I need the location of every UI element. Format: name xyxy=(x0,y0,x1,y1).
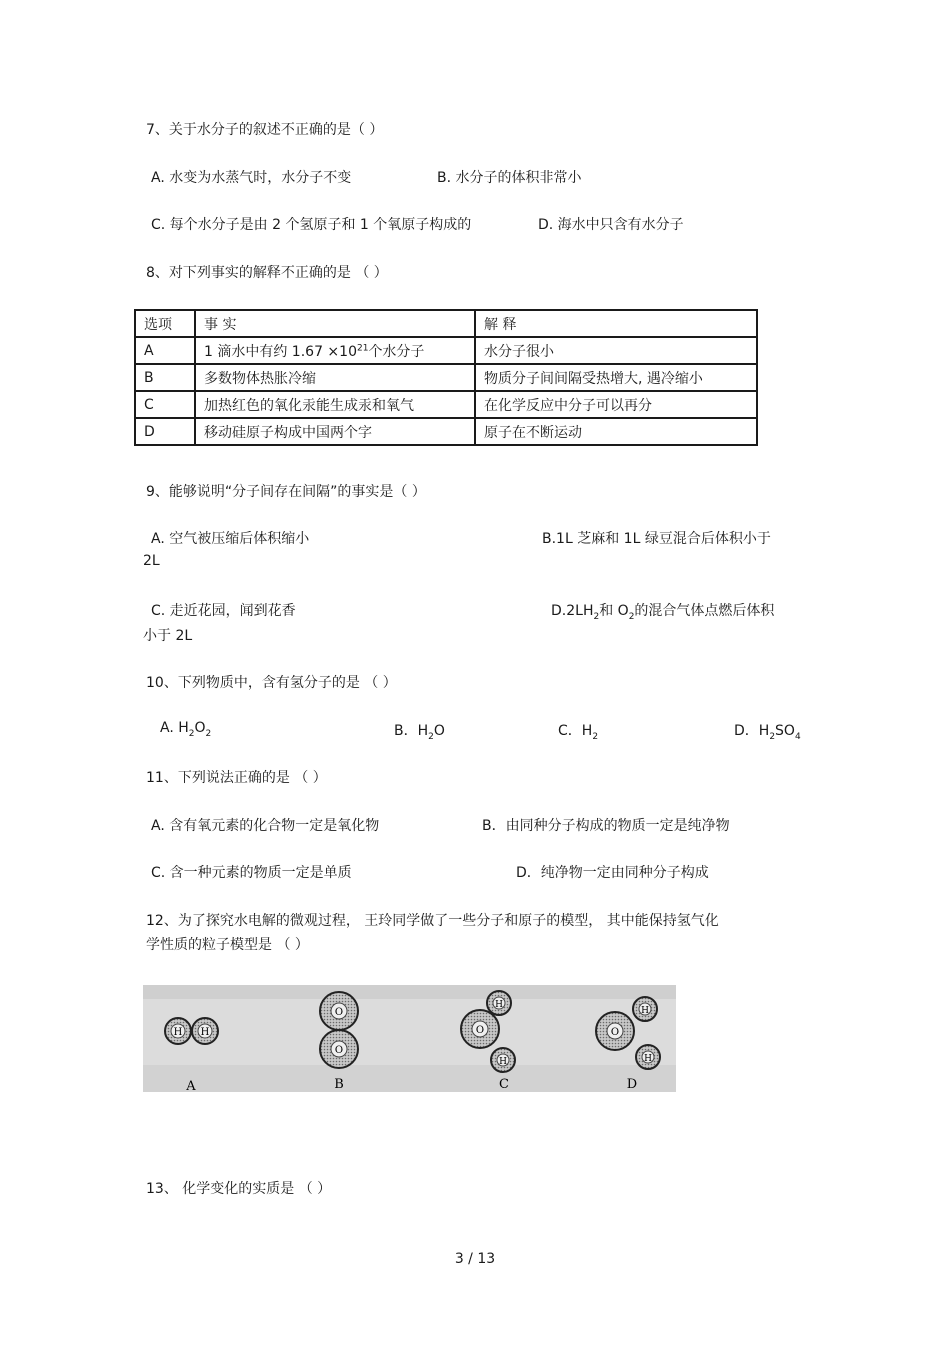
table-cell-explanation: 在化学反应中分子可以再分 xyxy=(475,391,757,418)
q11-option-d: D．纯净物一定由同种分子构成 xyxy=(516,865,709,881)
fact-text: 1 滴水中有约 1.67 ×10 xyxy=(204,343,357,360)
subscript: 2 xyxy=(188,728,195,739)
table-cell-fact: 多数物体热胀冷缩 xyxy=(195,364,475,391)
table-cell-option: C xyxy=(135,391,195,418)
atom-label: H xyxy=(644,1054,652,1064)
q12-stem-line2: 学性质的粒子模型是 （ ） xyxy=(146,937,309,953)
subscript: 2 xyxy=(205,728,212,739)
table-header-row xyxy=(135,310,757,337)
subscript: 2 xyxy=(428,731,434,742)
q9-option-d-text: 和 O xyxy=(599,603,629,619)
q7-option-d: D. 海水中只含有水分子 xyxy=(538,217,684,233)
q9-option-c: C. 走近花园，闻到花香 xyxy=(151,603,296,619)
q11-stem: 11、下列说法正确的是 （ ） xyxy=(146,770,327,786)
atom-label: O xyxy=(334,1007,344,1018)
table-row xyxy=(135,364,757,391)
atom-label: H xyxy=(499,1057,507,1067)
subscript: 4 xyxy=(794,731,801,742)
molecule-models-figure xyxy=(143,985,676,1092)
q11-option-a: A. 含有氧元素的化合物一定是氧化物 xyxy=(151,818,380,834)
q9-option-d-continued: 小于 2L xyxy=(143,628,193,644)
fact-exponent: 21 xyxy=(356,342,369,353)
table-cell-explanation: 原子在不断运动 xyxy=(475,418,757,445)
q12-stem-line1: 12、为了探究水电解的微观过程， 王玲同学做了一些分子和原子的模型， 其中能保持氢气化 xyxy=(146,913,719,929)
atom-label: H xyxy=(200,1027,210,1038)
formula-text: D．H xyxy=(734,723,770,739)
table-cell-explanation: 水分子很小 xyxy=(475,337,757,364)
subscript: 2 xyxy=(628,611,635,622)
table-header-option: 选项 xyxy=(135,310,195,337)
formula-text: O xyxy=(433,723,445,739)
q9-option-b: B.1L 芝麻和 1L 绿豆混合后体积小于 xyxy=(542,531,771,547)
q9-option-d xyxy=(551,600,774,622)
q10-option-c xyxy=(558,720,598,742)
q9-option-d-text: 的混合气体点燃后体积 xyxy=(634,603,775,619)
table-cell-option: D xyxy=(135,418,195,445)
model-label-a: A xyxy=(186,1079,196,1092)
subscript: 2 xyxy=(592,731,599,742)
table-cell-fact xyxy=(195,337,475,364)
q7-option-c: C. 每个水分子是由 2 个氢原子和 1 个氧原子构成的 xyxy=(151,217,472,233)
fact-text-tail: 个水分子 xyxy=(368,343,425,360)
q8-facts-table xyxy=(134,309,758,446)
atom-label: O xyxy=(334,1045,344,1056)
q13-stem: 13、 化学变化的实质是 （ ） xyxy=(146,1181,332,1197)
atom-label: O xyxy=(610,1027,620,1038)
table-cell-explanation: 物质分子间间隔受热增大, 遇冷缩小 xyxy=(475,364,757,391)
formula-text: B．H xyxy=(394,723,429,739)
atom-label: H xyxy=(641,1006,649,1016)
q11-option-c: C. 含一种元素的物质一定是单质 xyxy=(151,865,352,881)
subscript: 2 xyxy=(593,611,600,622)
table-row xyxy=(135,337,757,364)
atom-label: H xyxy=(495,1000,503,1010)
model-label-b: B xyxy=(334,1077,344,1092)
q9-option-a: A. 空气被压缩后体积缩小 xyxy=(151,531,310,547)
formula-text: A. H xyxy=(160,720,189,736)
q8-stem: 8、对下列事实的解释不正确的是 （ ） xyxy=(146,265,388,281)
subscript: 2 xyxy=(769,731,776,742)
q7-option-b: B. 水分子的体积非常小 xyxy=(437,170,582,186)
atom-label: H xyxy=(173,1027,183,1038)
table-header-fact: 事 实 xyxy=(195,310,475,337)
q9-option-b-continued: 2L xyxy=(143,553,160,569)
table-cell-fact: 加热红色的氧化汞能生成汞和氧气 xyxy=(195,391,475,418)
q10-option-b xyxy=(394,720,445,742)
formula-text: C．H xyxy=(558,723,593,739)
table-header-explanation: 解 释 xyxy=(475,310,757,337)
model-label-d: D xyxy=(626,1077,638,1092)
q10-option-d xyxy=(734,720,801,742)
table-cell-fact: 移动硅原子构成中国两个字 xyxy=(195,418,475,445)
table-row xyxy=(135,391,757,418)
page-number: 3 / 13 xyxy=(454,1251,496,1267)
q7-option-a: A. 水变为水蒸气时，水分子不变 xyxy=(151,170,352,186)
q11-option-b: B．由同种分子构成的物质一定是纯净物 xyxy=(482,818,730,834)
table-cell-option: B xyxy=(135,364,195,391)
table-cell-option: A xyxy=(135,337,195,364)
q9-option-d-text: D.2LH xyxy=(551,603,594,619)
atom-label: O xyxy=(475,1025,485,1036)
figure-noise-band xyxy=(143,1065,676,1092)
q7-stem: 7、关于水分子的叙述不正确的是（ ） xyxy=(146,122,384,138)
q10-option-a xyxy=(160,720,211,739)
model-label-c: C xyxy=(499,1077,509,1092)
q10-stem: 10、下列物质中，含有氢分子的是 （ ） xyxy=(146,675,397,691)
table-row xyxy=(135,418,757,445)
figure-noise-band xyxy=(143,985,676,999)
formula-text: SO xyxy=(775,723,795,739)
formula-text: O xyxy=(194,720,206,736)
q9-stem: 9、能够说明“分子间存在间隔”的事实是（ ） xyxy=(146,484,426,500)
